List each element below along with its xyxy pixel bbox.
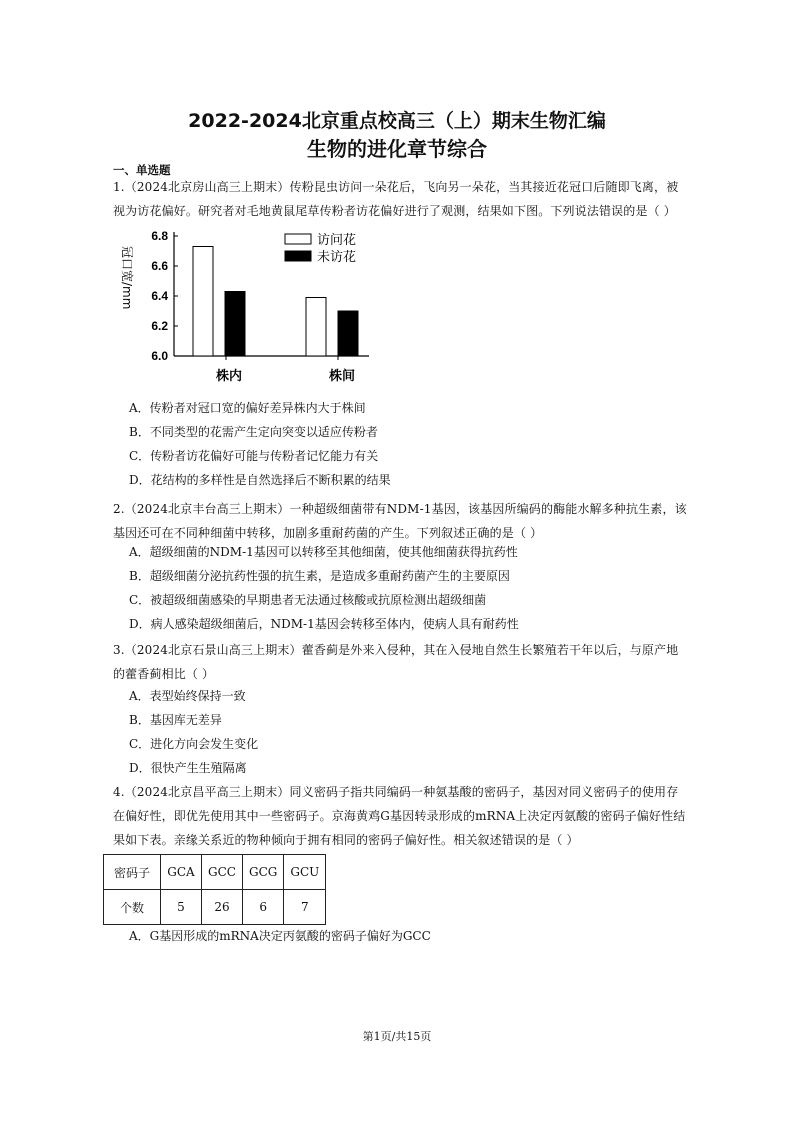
codon-table (103, 854, 326, 925)
question-2-stem: 2.（2024北京丰台高三上期末）一种超级细菌带有NDM-1基因，该基因所编码的酶能水解多种抗生素，该基因还可在不同种细菌中转移，加剧多重耐药菌的产生。下列叙述正确的是（ ） (113, 502, 687, 540)
question-1-option-d: D．花结构的多样性是自然选择后不断积累的结果 (129, 473, 391, 487)
table-row (104, 855, 326, 890)
y-tick-label: 6.8 (151, 229, 168, 243)
question-1-option-b: B．不同类型的花需产生定向突变以适应传粉者 (129, 425, 378, 439)
question-2-option-b: B．超级细菌分泌抗药性强的抗生素，是造成多重耐药菌产生的主要原因 (129, 569, 510, 583)
question-3-option-b: B．基因库无差异 (129, 713, 222, 727)
document-subtitle: 生物的进化章节综合 (307, 137, 487, 161)
table-header-cell: 个数 (104, 890, 161, 925)
bar-0-0 (193, 247, 213, 357)
legend-label: 未访花 (317, 250, 357, 265)
question-2-option-c: C．被超级细菌感染的早期患者无法通过核酸或抗原检测出超级细菌 (129, 593, 487, 607)
page-footer: 第1页/共15页 (362, 1030, 432, 1043)
table-cell: 5 (161, 890, 202, 925)
table-cell: GCG (243, 855, 284, 890)
question-3-option-c: C．进化方向会发生变化 (129, 737, 259, 751)
table-cell: GCC (202, 855, 243, 890)
bar-1-1 (338, 311, 358, 356)
y-tick-label: 6.4 (151, 289, 168, 303)
legend-label: 访问花 (317, 233, 357, 248)
legend-swatch (285, 234, 311, 244)
table-cell: GCA (161, 855, 202, 890)
question-4-option-a: A．G基因形成的mRNA决定丙氨酸的密码子偏好为GCC (129, 929, 431, 943)
y-tick-label: 6.2 (151, 319, 168, 333)
section-heading: 一、单选题 (113, 163, 171, 177)
legend-swatch (285, 251, 311, 261)
y-axis-label: 冠口宽/mm (120, 246, 134, 310)
x-tick-label: 株内 (215, 369, 243, 384)
question-1-stem: 1.（2024北京房山高三上期末）传粉昆虫访问一朵花后，飞向另一朵花，当其接近花冠口后随即飞离，被视为访花偏好。研究者对毛地黄鼠尾草传粉者访花偏好进行了观测，结果如下图。下列说法错误的是（ ） (113, 180, 679, 218)
question-1-option-c: C．传粉者访花偏好可能与传粉者记忆能力有关 (129, 449, 379, 463)
question-2-option-d: D．病人感染超级细菌后，NDM-1基因会转移至体内，使病人具有耐药性 (129, 617, 519, 631)
x-tick-label: 株间 (328, 369, 356, 384)
bar-0-1 (225, 292, 245, 357)
table-cell: 7 (284, 890, 326, 925)
table-cell: GCU (284, 855, 326, 890)
table-row (104, 890, 326, 925)
table-cell: 26 (202, 890, 243, 925)
table-cell: 6 (243, 890, 284, 925)
question-1-option-a: A．传粉者对冠口宽的偏好差异株内大于株间 (129, 401, 366, 415)
question-3-option-a: A．表型始终保持一致 (129, 689, 246, 703)
table-header-cell: 密码子 (104, 855, 161, 890)
document-title: 2022-2024北京重点校高三（上）期末生物汇编 (188, 110, 606, 132)
question-2-option-a: A．超级细菌的NDM-1基因可以转移至其他细菌，使其他细菌获得抗药性 (129, 545, 518, 559)
question-4-stem: 4.（2024北京昌平高三上期末）同义密码子指共同编码一种氨基酸的密码子，基因对同义密码子的使用存在偏好性，即优先使用其中一些密码子。京海黄鸡G基因转录形成的mRNA上决定丙氨酸的密码子偏好性结果如下表。亲缘关系近的物种倾向于拥有相同的密码子偏好性。相关叙述错误的是（ ） (113, 785, 686, 847)
bar-1-0 (306, 298, 326, 357)
y-tick-label: 6.0 (151, 349, 168, 363)
y-tick-label: 6.6 (151, 259, 168, 273)
pollinator-bar-chart (113, 222, 383, 392)
question-3-stem: 3.（2024北京石景山高三上期末）藿香蓟是外来入侵种，其在入侵地自然生长繁殖若干年以后，与原产地的藿香蓟相比（ ） (113, 643, 679, 681)
question-3-option-d: D．很快产生生殖隔离 (129, 761, 247, 775)
